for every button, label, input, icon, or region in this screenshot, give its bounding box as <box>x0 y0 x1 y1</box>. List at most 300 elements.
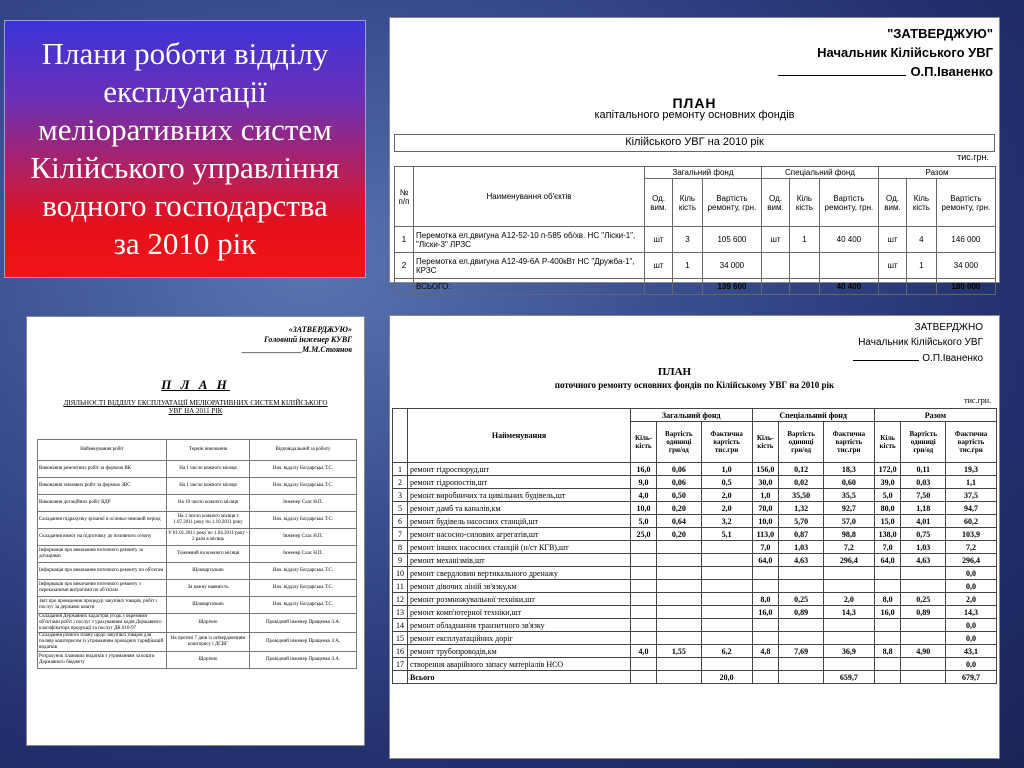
cell <box>819 253 878 279</box>
table-cell: 2,0 <box>701 502 752 515</box>
row-name: ремонт будівель насосних станцій,шт <box>408 515 631 528</box>
table-row <box>393 502 997 515</box>
cell: шт <box>878 227 906 253</box>
plan-subtitle: капітального ремонту основних фондів <box>594 109 795 121</box>
table-cell: 4,0 <box>631 645 657 658</box>
table-row <box>393 515 997 528</box>
table-cell <box>823 567 874 580</box>
table-cell: Нач. відділу Богдарська Т.С. <box>250 461 357 478</box>
header-qty: Кіль кість <box>673 179 703 227</box>
table-cell <box>701 619 752 632</box>
table-cell: 1,1 <box>946 476 997 489</box>
total-general: 139 600 <box>702 279 761 295</box>
table-cell <box>779 632 824 645</box>
table-cell <box>752 671 779 684</box>
table-cell: Нач. відділу Богдарська Т.С. <box>250 478 357 495</box>
table-cell: Провідний інженер Пращенко З.А. <box>250 633 357 652</box>
table-cell <box>657 580 702 593</box>
capital-repair-plan-document <box>389 17 1000 291</box>
row-num: 1 <box>395 227 414 253</box>
table-cell: Розрахунок планових видатків з утриманням за кошти Державного бюджету <box>38 652 167 669</box>
table-cell <box>701 554 752 567</box>
table-cell: 0,64 <box>657 515 702 528</box>
row-num: 14 <box>393 619 408 632</box>
table-cell <box>779 567 824 580</box>
table-cell: 25,0 <box>631 528 657 541</box>
table-cell: Нач. відділу Богдарська Т.С. <box>250 512 357 529</box>
table-cell <box>901 619 946 632</box>
table-cell: На протязі 7 днів із затвердженням кошторису і ДСВГ <box>167 633 250 652</box>
table-cell: 7,50 <box>901 489 946 502</box>
table-cell <box>779 619 824 632</box>
total-row <box>395 279 996 295</box>
table-cell: 5,1 <box>701 528 752 541</box>
table-cell <box>631 619 657 632</box>
total-sum: 180 000 <box>936 279 995 295</box>
row-num: 16 <box>393 645 408 658</box>
cell: шт <box>878 253 906 279</box>
table-row <box>393 567 997 580</box>
table-cell: 5,70 <box>779 515 824 528</box>
table-cell: 0,75 <box>901 528 946 541</box>
table-cell: 3,2 <box>701 515 752 528</box>
table-cell <box>901 671 946 684</box>
table-cell <box>874 619 901 632</box>
table-cell <box>657 606 702 619</box>
row-name: ремонт експлуатаційних доріг <box>408 632 631 645</box>
table-row <box>393 580 997 593</box>
table-cell <box>657 671 702 684</box>
approval-name: О.П.Іваненко <box>910 64 993 79</box>
header-cost: Фактична вартість тис.грн <box>701 422 752 463</box>
table-cell: 296,4 <box>946 554 997 567</box>
table-cell <box>874 671 901 684</box>
table-row <box>393 632 997 645</box>
table-row <box>393 554 997 567</box>
header-special: Спеціальний фонд <box>761 167 878 179</box>
cell: 3 <box>673 227 703 253</box>
table-cell: 1,18 <box>901 502 946 515</box>
table-cell <box>657 658 702 671</box>
table-cell <box>901 632 946 645</box>
table-row <box>395 253 996 279</box>
slide-title: Плани роботи відділу експлуатації меліоративних систем Кілійського управління водного господарства за 2010 рік <box>30 36 340 261</box>
header-cell: Термін виконання <box>167 440 250 461</box>
row-num: 11 <box>393 580 408 593</box>
row-num: 8 <box>393 541 408 554</box>
cell: шт <box>645 253 673 279</box>
table-cell: 0,0 <box>946 567 997 580</box>
cell: 40 400 <box>819 227 878 253</box>
table-cell: На 1 число кожного місяця <box>167 461 250 478</box>
table-cell: 0,20 <box>657 528 702 541</box>
table-cell: 4,0 <box>631 489 657 502</box>
row-name: ремонт насосно-силових агрегатів,шт <box>408 528 631 541</box>
table-cell: 5,0 <box>631 515 657 528</box>
table-cell: Інженер Слас Н.П. <box>250 529 357 546</box>
table-cell: 296,4 <box>823 554 874 567</box>
table-cell: 0,5 <box>701 476 752 489</box>
table-cell: Нач. відділу Богдарська Т.С. <box>250 563 357 580</box>
table-row <box>38 529 357 546</box>
table-cell: За кожну наявність <box>167 580 250 597</box>
table-cell: 10,0 <box>752 515 779 528</box>
table-cell: 36,9 <box>823 645 874 658</box>
cell <box>790 279 820 295</box>
approval-name: О.П.Іваненко <box>922 353 983 364</box>
row-name: ремонт гідроспоруд,шт <box>408 463 631 476</box>
table-cell: Виконання дотаційних робіт ВДР <box>38 495 167 512</box>
header-unit: Од. вим. <box>645 179 673 227</box>
table-cell <box>701 541 752 554</box>
table-cell <box>701 632 752 645</box>
cell: 34 000 <box>702 253 761 279</box>
table-cell: 0,0 <box>946 580 997 593</box>
table-cell: 0,20 <box>657 502 702 515</box>
table-cell <box>701 658 752 671</box>
header-special: Спеціальний фонд <box>752 409 874 422</box>
table-row <box>38 614 357 633</box>
cell <box>395 279 414 295</box>
row-num: 10 <box>393 567 408 580</box>
table-cell: 35,50 <box>779 489 824 502</box>
table-row <box>393 619 997 632</box>
signature-line <box>853 350 919 361</box>
table-cell: Провідний інженер Пращенко З.А. <box>250 652 357 669</box>
subtitle-row <box>394 134 995 152</box>
header-unit-cost: Вартість одиниці грн/од <box>657 422 702 463</box>
table-cell: 60,2 <box>946 515 997 528</box>
table-cell: Щорічно <box>167 652 250 669</box>
header-cost: Вартість ремонту, грн. <box>819 179 878 227</box>
approval-heading: ЗАТВЕРДЖНО <box>914 322 983 333</box>
total-row <box>393 671 997 684</box>
table-cell: 113,0 <box>752 528 779 541</box>
table-cell: 7,2 <box>946 541 997 554</box>
table-row <box>38 512 357 529</box>
table-cell: 37,5 <box>946 489 997 502</box>
header-qty: Кіль-кість <box>752 422 779 463</box>
table-cell: 64,0 <box>874 554 901 567</box>
table-cell: Складання підрахунку зрізаної в осінньо-зимовий період <box>38 512 167 529</box>
total-cell: 659,7 <box>823 671 874 684</box>
table-cell: 16,0 <box>874 606 901 619</box>
table-cell: Інформація про виконання поточного ремонту по об'єктам <box>38 563 167 580</box>
table-cell: 1,0 <box>752 489 779 502</box>
table-cell <box>701 606 752 619</box>
table-cell: 172,0 <box>874 463 901 476</box>
approval-heading: "ЗАТВЕРДЖУЮ" <box>887 26 993 41</box>
header-name: Найменування <box>408 409 631 463</box>
table-cell: Тижневий на кожного місяця <box>167 546 250 563</box>
table-cell: Звіт про проведення процедур закупівлі товарів, робіт і послуг за державні кошти <box>38 597 167 614</box>
table-cell: Щоквартально <box>167 597 250 614</box>
table-cell: 7,0 <box>752 541 779 554</box>
header-cost: Фактична вартість тис.грн <box>823 422 874 463</box>
total-special: 40 400 <box>819 279 878 295</box>
cell <box>907 279 937 295</box>
total-label: ВСЬОГО: <box>414 279 645 295</box>
table-cell: 94,7 <box>946 502 997 515</box>
current-repair-table <box>392 408 997 684</box>
table-cell: 18,3 <box>823 463 874 476</box>
table-cell: Інженер Слас Н.П. <box>250 546 357 563</box>
plan-heading <box>390 97 999 121</box>
table-cell <box>874 567 901 580</box>
table-row <box>393 463 997 476</box>
row-num: 17 <box>393 658 408 671</box>
row-name: ремонт розмножувальної техніки,шт <box>408 593 631 606</box>
table-cell: 0,0 <box>946 658 997 671</box>
table-cell: 4,8 <box>752 645 779 658</box>
table-cell: 8,0 <box>874 593 901 606</box>
table-row <box>38 633 357 652</box>
table-cell: На 1 число кожного місяця з 1.07.2011 року по 1.10.2011 року <box>167 512 250 529</box>
table-cell: 15,0 <box>874 515 901 528</box>
table-cell <box>901 658 946 671</box>
table-cell: 4,63 <box>901 554 946 567</box>
table-cell <box>701 593 752 606</box>
slide-title-box <box>4 20 366 278</box>
table-cell: На 10 число кожного місяця <box>167 495 250 512</box>
row-name: ремонт виробничих та цивільних будівель,шт <box>408 489 631 502</box>
row-num: 6 <box>393 515 408 528</box>
table-cell: 4,63 <box>779 554 824 567</box>
table-cell <box>901 567 946 580</box>
table-cell <box>631 580 657 593</box>
cell <box>645 279 673 295</box>
plan-subtitle: ДІЯЛЬНОСТІ ВІДДІЛУ ЕКСПЛУАТАЦІЇ МЕЛІОРАТИВНИХ СИСТЕМ КІЛІЙСЬКОГО УВГ НА 2011 РІК <box>63 399 328 415</box>
row-name: ремонт комп'ютерної техніки,шт <box>408 606 631 619</box>
table-cell <box>752 580 779 593</box>
header-cell: Найменування робіт <box>38 440 167 461</box>
approval-position: Начальник Кілійського УВГ <box>817 45 993 60</box>
header-cost: Вартість ремонту, грн. <box>936 179 995 227</box>
table-cell: 4,90 <box>901 645 946 658</box>
units-label: тис.грн. <box>957 152 989 162</box>
table-row <box>395 227 996 253</box>
table-cell: 7,2 <box>823 541 874 554</box>
table-cell: Складання річного плану щодо закупівлі товарів для поливу кошторисом із утриманням провідних тарифікацій видатків <box>38 633 167 652</box>
table-cell <box>657 541 702 554</box>
table-row <box>38 546 357 563</box>
table-cell: Щоквартально <box>167 563 250 580</box>
table-cell <box>701 580 752 593</box>
table-cell: 64,0 <box>752 554 779 567</box>
table-cell: 0,89 <box>901 606 946 619</box>
table-cell: 0,11 <box>901 463 946 476</box>
table-cell <box>874 632 901 645</box>
department-activity-plan-document <box>26 316 365 746</box>
cell: 34 000 <box>936 253 995 279</box>
total-cell: Всього <box>408 671 631 684</box>
table-cell: 39,0 <box>874 476 901 489</box>
row-num: 13 <box>393 606 408 619</box>
table-cell <box>779 658 824 671</box>
row-num: 7 <box>393 528 408 541</box>
table-cell: 1,32 <box>779 502 824 515</box>
table-row <box>393 658 997 671</box>
table-row <box>38 461 357 478</box>
plan-title: П Л А Н <box>161 377 230 392</box>
header-num: № п/п <box>395 167 414 227</box>
row-num: 5 <box>393 502 408 515</box>
table-cell <box>657 567 702 580</box>
header-qty: Кіль кість <box>907 179 937 227</box>
table-cell: 156,0 <box>752 463 779 476</box>
table-cell: 98,8 <box>823 528 874 541</box>
cell <box>878 279 906 295</box>
table-cell: Інформація про виконання поточного ремонту з переказаними витратами по об'єктам <box>38 580 167 597</box>
cell: 4 <box>907 227 937 253</box>
row-num: 9 <box>393 554 408 567</box>
approval-block <box>853 320 983 366</box>
header-cell: Відповідальний за роботу <box>250 440 357 461</box>
table-row <box>38 563 357 580</box>
table-cell: Нач. відділу Богдарська Т.С. <box>250 580 357 597</box>
table-cell: 0,0 <box>946 632 997 645</box>
table-cell: 19,3 <box>946 463 997 476</box>
row-name: ремонт інших насосних станцій (н/ст КГВ),шт <box>408 541 631 554</box>
cell: шт <box>761 227 789 253</box>
plan-heading <box>390 366 999 392</box>
table-cell: 0,02 <box>779 476 824 489</box>
table-cell: 14,3 <box>946 606 997 619</box>
table-cell: 0,50 <box>657 489 702 502</box>
current-repair-plan-document <box>389 315 1000 759</box>
capital-repair-table <box>394 166 996 295</box>
table-cell <box>823 580 874 593</box>
header-general: Загальний фонд <box>631 409 753 422</box>
table-cell: 8,0 <box>752 593 779 606</box>
table-row <box>393 476 997 489</box>
table-cell <box>901 580 946 593</box>
cell <box>673 279 703 295</box>
table-cell: 5,0 <box>874 489 901 502</box>
table-cell: 70,0 <box>752 502 779 515</box>
table-cell <box>631 593 657 606</box>
plan-subtitle-2: Кілійського УВГ на 2010 рік <box>625 136 764 148</box>
table-cell <box>631 632 657 645</box>
header-unit-cost: Вартість одиниці грн/од <box>901 422 946 463</box>
table-cell <box>631 671 657 684</box>
table-cell: 2,0 <box>701 489 752 502</box>
header-name: Наименування об'єктів <box>414 167 645 227</box>
table-row <box>393 528 997 541</box>
table-cell <box>823 619 874 632</box>
total-cell: 679,7 <box>946 671 997 684</box>
table-cell <box>874 658 901 671</box>
table-cell: У 01.01.2011 року по 1.04.2011 року - 2 рази в місяць <box>167 529 250 546</box>
table-cell: 57,0 <box>823 515 874 528</box>
table-cell: 0,06 <box>657 476 702 489</box>
table-row <box>393 593 997 606</box>
table-cell <box>874 580 901 593</box>
table-row <box>38 580 357 597</box>
table-cell: 0,60 <box>823 476 874 489</box>
header-unit: Од. вим. <box>761 179 789 227</box>
table-cell: 16,0 <box>631 463 657 476</box>
approval-block <box>778 24 993 81</box>
cell: 146 000 <box>936 227 995 253</box>
table-cell: 43,1 <box>946 645 997 658</box>
cell: 1 <box>673 253 703 279</box>
table-cell: 0,25 <box>901 593 946 606</box>
approval-position: Начальник Кілійського УВГ <box>858 337 983 348</box>
cell <box>790 253 820 279</box>
table-cell: 1,03 <box>779 541 824 554</box>
table-cell: Складання вимог на підготовку до поливного сезону <box>38 529 167 546</box>
table-cell: 0,25 <box>779 593 824 606</box>
table-cell: Нач. відділу Богдарська Т.С. <box>250 597 357 614</box>
table-cell <box>752 658 779 671</box>
row-name: створення аварійного запасу матеріалів НСО <box>408 658 631 671</box>
row-num: 3 <box>393 489 408 502</box>
cell: 1 <box>907 253 937 279</box>
table-cell: Виконання ремонтних робіт за формою ВК <box>38 461 167 478</box>
table-cell: 10,0 <box>631 502 657 515</box>
table-row <box>393 606 997 619</box>
table-row <box>38 652 357 669</box>
table-cell: 1,03 <box>901 541 946 554</box>
table-cell: 0,89 <box>779 606 824 619</box>
table-row <box>393 541 997 554</box>
header-qty: Кіль кість <box>790 179 820 227</box>
table-cell <box>779 671 824 684</box>
table-cell: 103,9 <box>946 528 997 541</box>
activity-table <box>37 439 357 669</box>
row-name: ремонт обладнання транзитного зв'язку <box>408 619 631 632</box>
cell: 1 <box>790 227 820 253</box>
table-row <box>38 495 357 512</box>
units-label: тис.грн. <box>964 396 991 405</box>
table-cell: 0,03 <box>901 476 946 489</box>
table-cell: 0,06 <box>657 463 702 476</box>
table-cell: 35,5 <box>823 489 874 502</box>
table-cell: 8,8 <box>874 645 901 658</box>
table-cell: 14,3 <box>823 606 874 619</box>
header-unit: Од. вим. <box>878 179 906 227</box>
table-cell <box>631 606 657 619</box>
signature-line <box>778 63 906 76</box>
cell: шт <box>645 227 673 253</box>
row-num: 1 <box>393 463 408 476</box>
plan-subtitle: поточного ремонту основних фондів по Кілійському УВГ на 2010 рік <box>554 380 835 390</box>
row-name: ремонт трубопроводів,км <box>408 645 631 658</box>
row-name: ремонт дівочих ліній зв'язку,км <box>408 580 631 593</box>
row-name: ремонт гідропостів,шт <box>408 476 631 489</box>
table-cell <box>752 567 779 580</box>
table-cell: 9,0 <box>631 476 657 489</box>
header-total: Разом <box>878 167 995 179</box>
cell <box>761 253 789 279</box>
cell: 105 600 <box>702 227 761 253</box>
row-num: 2 <box>395 253 414 279</box>
table-cell: Складання Державних кадастрів угодь з окремими об'єктами робіт і послуг з урахуванням кодів Державного класифікатора продукції та послуг ДК 016-97 <box>38 614 167 633</box>
table-cell: 7,0 <box>874 541 901 554</box>
approval-position: Головний інженер КУВГ <box>263 335 352 344</box>
table-row <box>393 489 997 502</box>
row-name: ремонт дамб та каналів,км <box>408 502 631 515</box>
header-qty: Кіль кість <box>874 422 901 463</box>
table-cell <box>631 554 657 567</box>
cell <box>761 279 789 295</box>
table-cell: 80,0 <box>874 502 901 515</box>
header-general: Загальний фонд <box>645 167 762 179</box>
table-cell <box>393 671 408 684</box>
table-cell: 2,0 <box>946 593 997 606</box>
table-cell <box>657 593 702 606</box>
